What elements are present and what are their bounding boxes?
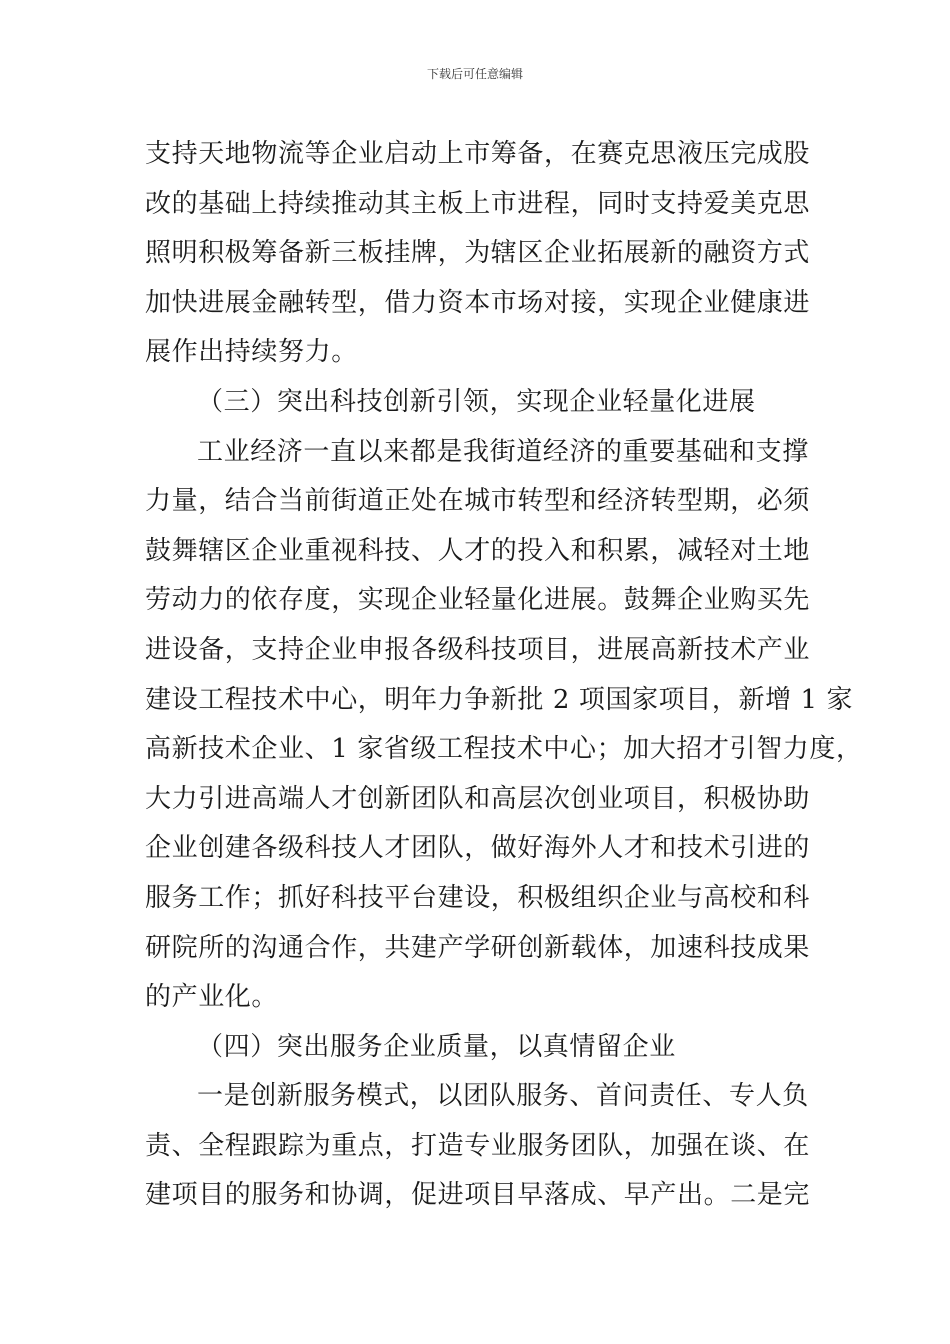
- paragraph-line: 展作出持续努力。: [145, 337, 358, 368]
- paragraph-line: 进设备，支持企业申报各级科技项目，进展高新技术产业: [145, 634, 811, 665]
- paragraph-line: 大力引进高端人才创新团队和高层次创业项目，积极协助: [145, 783, 811, 814]
- section-heading: （三）突出科技创新引领，实现企业轻量化进展: [197, 386, 756, 417]
- paragraph-line: 建项目的服务和协调，促进项目早落成、早产出。二是完: [145, 1180, 811, 1211]
- paragraph-line: 的产业化。: [145, 982, 279, 1013]
- paragraph-line: 责、全程跟踪为重点，打造专业服务团队，加强在谈、在: [145, 1130, 811, 1161]
- paragraph-line: 建设工程技术中心，明年力争新批 2 项国家项目，新增 1 家: [145, 684, 854, 715]
- paragraph-line: 劳动力的依存度，实现企业轻量化进展。鼓舞企业购买先: [145, 585, 811, 616]
- paragraph-line: 服务工作；抓好科技平台建设，积极组织企业与高校和科: [145, 882, 811, 913]
- paragraph-line: 企业创建各级科技人才团队，做好海外人才和技术引进的: [145, 833, 811, 864]
- paragraph-line: 照明积极筹备新三板挂牌，为辖区企业拓展新的融资方式: [145, 238, 811, 269]
- paragraph-line: 支持天地物流等企业启动上市筹备，在赛克思液压完成股: [145, 139, 811, 169]
- paragraph-line: 力量，结合当前街道正处在城市转型和经济转型期，必须: [145, 486, 811, 517]
- paragraph-line: 一是创新服务模式，以团队服务、首问责任、专人负: [197, 1081, 809, 1112]
- paragraph-line: 加快进展金融转型，借力资本市场对接，实现企业健康进: [145, 287, 811, 318]
- section-heading: （四）突出服务企业质量，以真情留企业: [197, 1031, 676, 1062]
- paragraph-line: 改的基础上持续推动其主板上市进程，同时支持爱美克思: [145, 188, 811, 219]
- paragraph-line: 工业经济一直以来都是我街道经济的重要基础和支撑: [197, 436, 809, 467]
- document-body: [145, 130, 863, 1221]
- page-header-note: 下载后可任意编辑: [426, 67, 523, 81]
- paragraph-line: 鼓舞辖区企业重视科技、人才的投入和积累，减轻对土地: [145, 535, 811, 566]
- paragraph-line: 高新技术企业、1 家省级工程技术中心；加大招才引智力度，: [145, 734, 863, 765]
- paragraph-line: 研院所的沟通合作，共建产学研创新载体，加速科技成果: [145, 932, 811, 963]
